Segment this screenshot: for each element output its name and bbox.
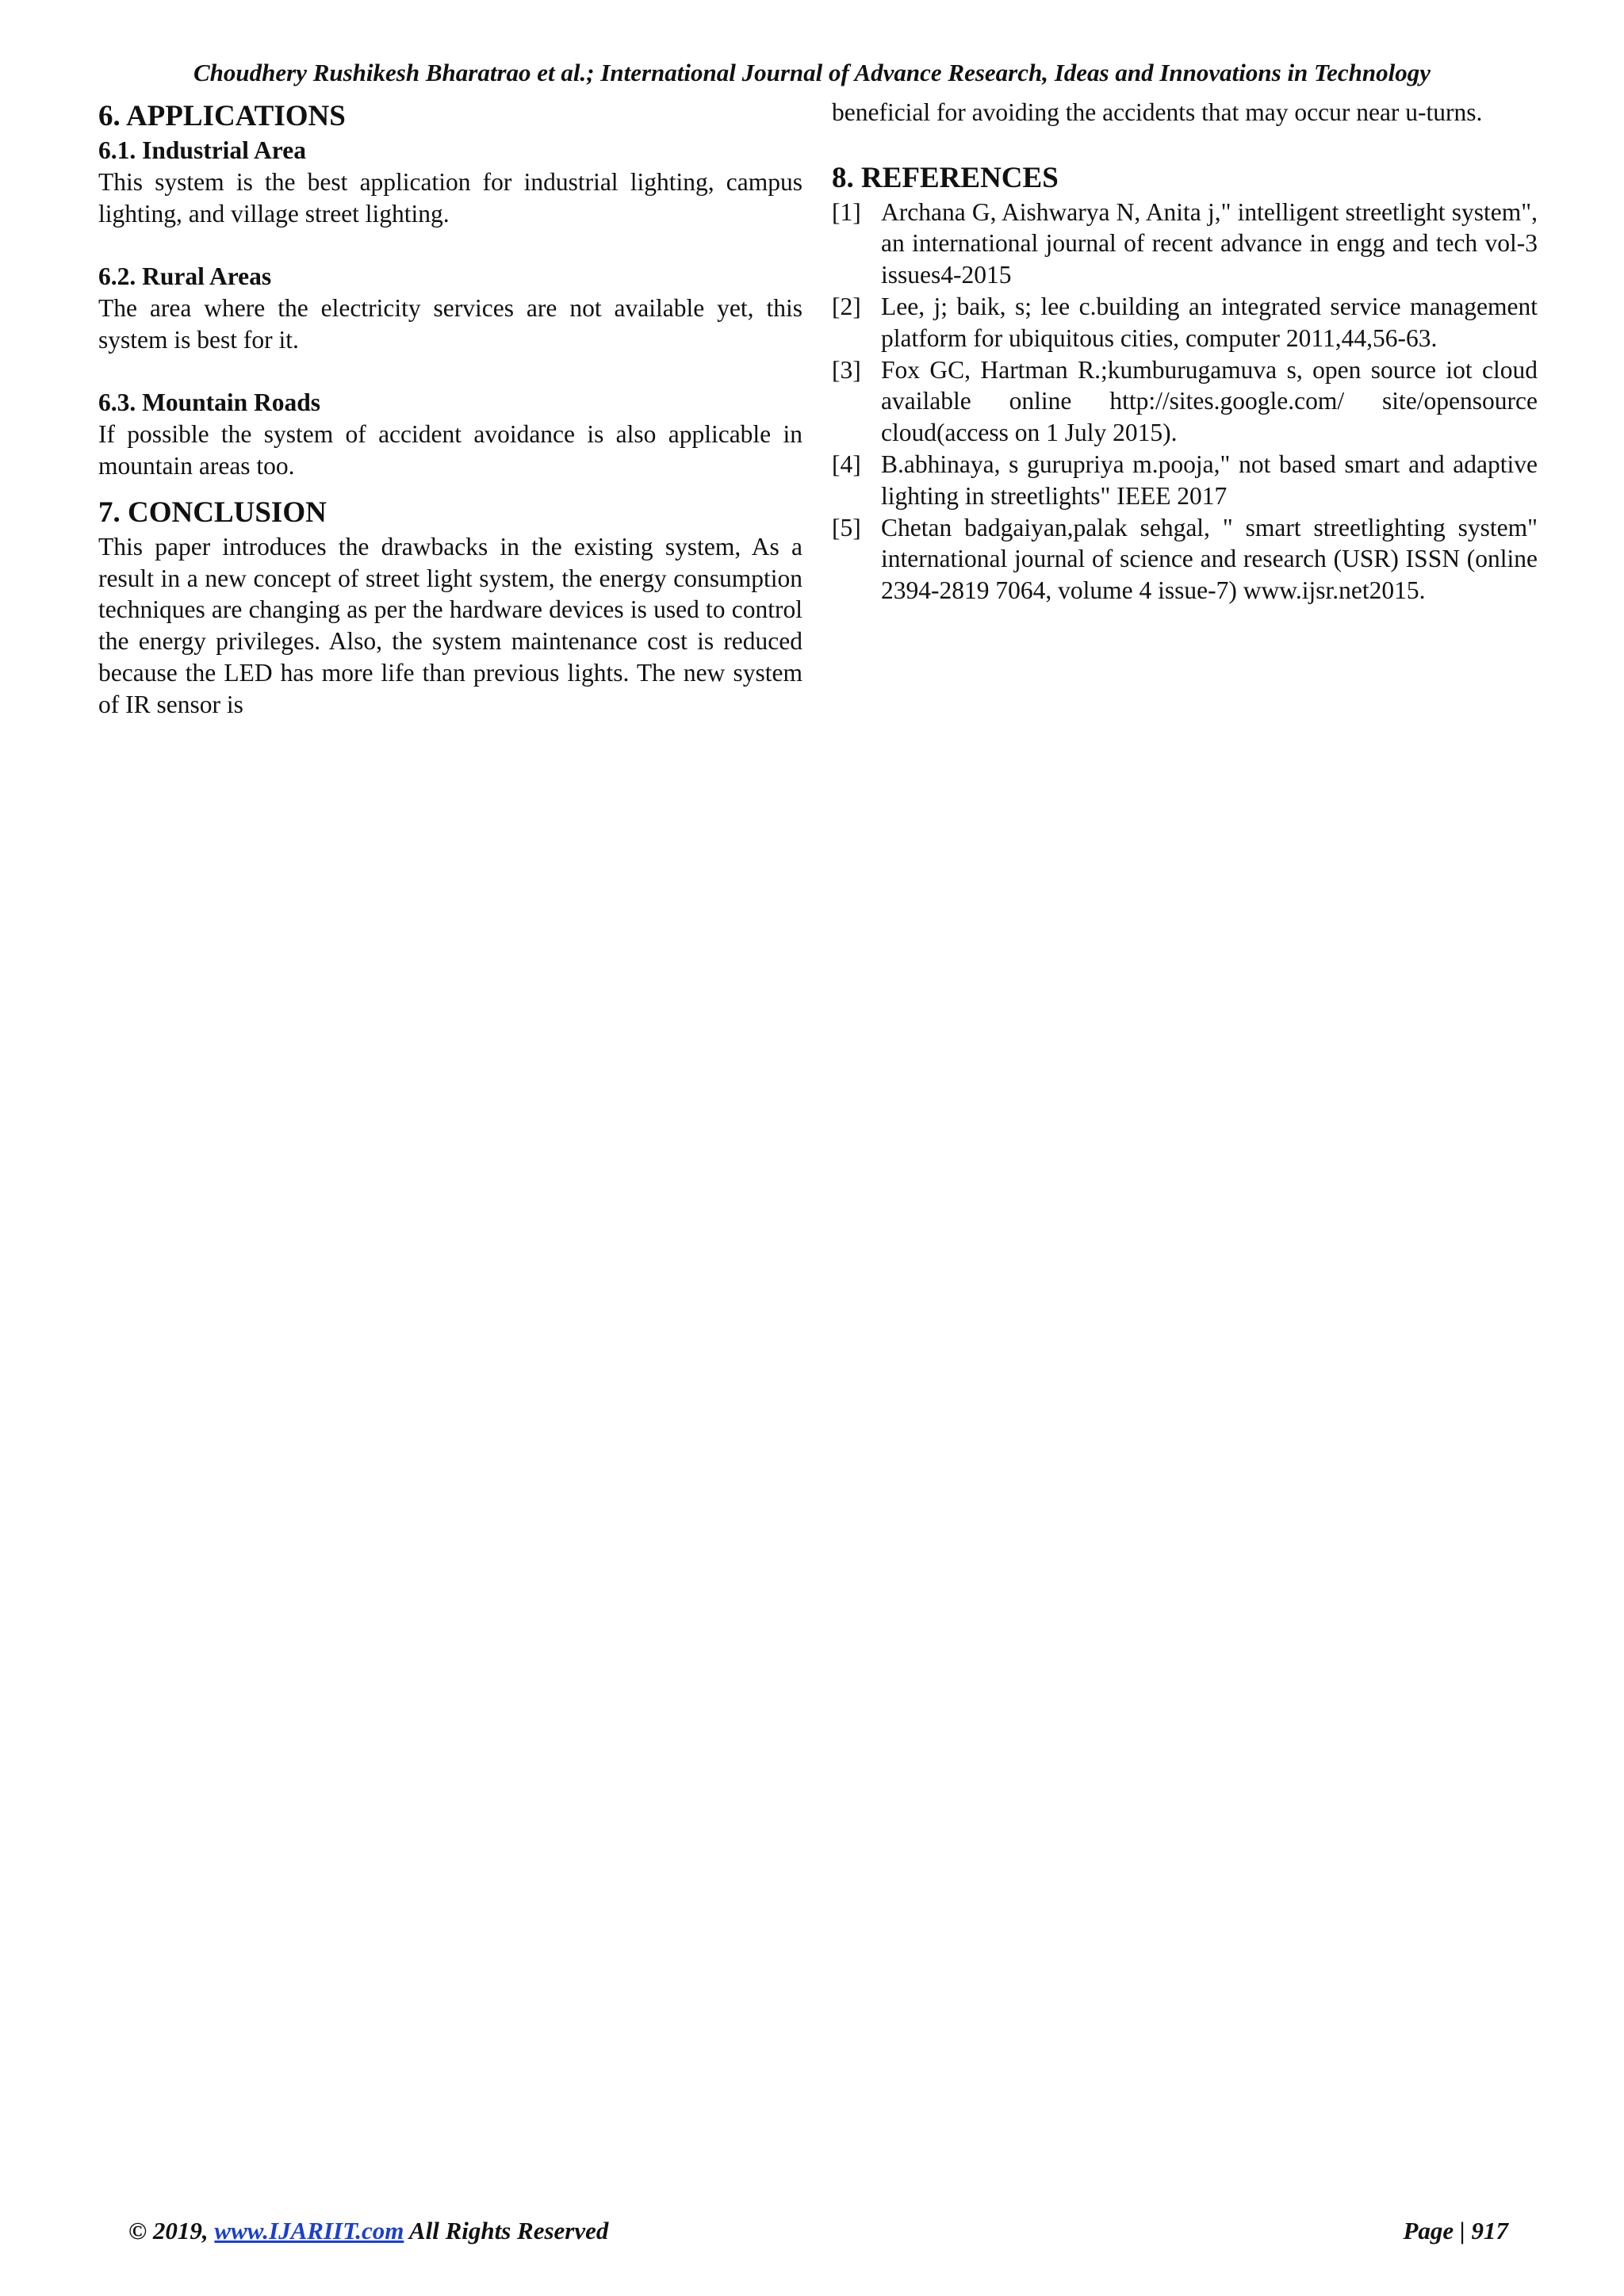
reference-text: Chetan badgaiyan,palak sehgal, " smart streetlighting system" international journal of science and research (USR) ISSN (online 2394-2819 7064, volume 4 issue-7) www.ijsr.net2015.: [881, 513, 1538, 605]
paragraph-conclusion: This paper introduces the drawbacks in the existing system, As a result in a new concept of street light system, the energy consumption techniques are changing as per the hardware devices is used to control the energy privileges. Also, the system maintenance cost is reduced because the LED has more life than previous lights. The new system of IR sensor is: [98, 532, 802, 718]
section-heading-conclusion: 7. CONCLUSION: [98, 496, 327, 529]
paragraph-industrial-area: This system is the best application for industrial lighting, campus lighting, and village street lighting.: [98, 167, 802, 228]
reference-item: [832, 197, 1538, 291]
reference-number: [1]: [832, 197, 861, 226]
section-heading-applications: 6. APPLICATIONS: [98, 100, 346, 132]
running-head: Choudhery Rushikesh Bharatrao et al.; International Journal of Advance Research, Ideas and Innovations in Technology: [193, 59, 1431, 86]
page-number: Page | 917: [1403, 2217, 1508, 2244]
subsection-heading-industrial-area: 6.1. Industrial Area: [98, 136, 306, 164]
paragraph-mountain-roads: If possible the system of accident avoidance is also applicable in mountain areas too.: [98, 420, 802, 480]
reference-number: [4]: [832, 450, 861, 478]
section-heading-references: 8. REFERENCES: [832, 161, 1059, 194]
subsection-heading-mountain-roads: 6.3. Mountain Roads: [98, 388, 321, 417]
reference-number: [2]: [832, 292, 861, 320]
reference-item: [832, 512, 1538, 607]
paragraph-rural-areas: The area where the electricity services are not available yet, this system is best for it.: [98, 293, 802, 354]
copyright-prefix: © 2019,: [128, 2217, 215, 2244]
page-footer: [128, 2217, 1508, 2245]
reference-number: [3]: [832, 355, 861, 384]
reference-number: [5]: [832, 513, 861, 541]
paragraph-continuation: beneficial for avoiding the accidents that may occur near u-turns.: [832, 98, 1483, 126]
reference-text: Lee, j; baik, s; lee c.building an integrated service management platform for ubiquitous cities, computer 2011,44,56-63.: [881, 292, 1538, 352]
reference-item: [832, 449, 1538, 512]
reference-item: [832, 354, 1538, 449]
copyright-suffix: All Rights Reserved: [404, 2217, 609, 2244]
copyright-notice: [128, 2217, 608, 2245]
reference-item: [832, 291, 1538, 354]
reference-text: B.abhinaya, s gurupriya m.pooja," not based smart and adaptive lighting in streetlights" IEEE 2017: [881, 450, 1538, 510]
reference-text: Fox GC, Hartman R.;kumburugamuva s, open source iot cloud available online http://sites.google.com/ site/opensource cloud(access on 1 July 2015).: [881, 355, 1538, 447]
left-column: [98, 98, 802, 721]
reference-text: Archana G, Aishwarya N, Anita j," intelligent streetlight system", an international journal of recent advance in engg and tech vol-3 issues4-2015: [881, 197, 1538, 289]
reference-list: [832, 197, 1538, 607]
right-column: [832, 97, 1538, 607]
journal-site-link[interactable]: www.IJARIIT.com: [214, 2217, 404, 2244]
subsection-heading-rural-areas: 6.2. Rural Areas: [98, 262, 272, 291]
